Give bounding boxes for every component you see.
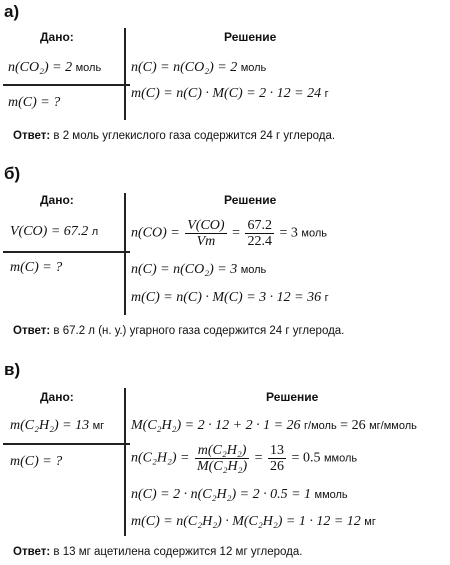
part-a-divider-tick	[124, 84, 130, 86]
part-b-solution-1-lhs: n(CO) =	[131, 225, 180, 241]
part-c-solution-2-fraction-1	[195, 443, 249, 474]
part-b-given-1-expr: V(CO) = 67.2	[10, 224, 89, 239]
part-c-solution-4	[131, 514, 376, 530]
part-c-solution-3-unit: ммоль	[314, 489, 348, 501]
part-a-solution-1-unit: моль	[240, 62, 267, 74]
part-c-find: m(C) = ?	[10, 454, 63, 469]
part-a-given-1-expr: n(CO₂) = 2	[8, 60, 73, 75]
part-c-answer	[13, 546, 302, 558]
part-c-divider-tick	[124, 443, 130, 445]
part-b-solution-1	[131, 218, 327, 249]
part-b-find: m(C) = ?	[10, 260, 63, 275]
part-c-answer-label: Ответ:	[13, 546, 51, 558]
part-b-given-1	[10, 224, 98, 240]
part-c-given-header: Дано:	[40, 390, 74, 404]
part-b-solution-1-unit: моль	[301, 227, 327, 240]
part-b-solution-header: Решение	[224, 193, 277, 207]
part-b-solution-2-unit: моль	[240, 264, 267, 276]
part-c-solution-4-expr: m(C) = n(C₂H₂) · M(C₂H₂) = 1 · 12 = 12	[131, 514, 361, 529]
part-a-answer-text: в 2 моль углекислого газа содержится 24 г углерода.	[53, 130, 336, 142]
part-c-solution-3	[131, 487, 348, 503]
part-a-vertical-divider	[124, 28, 126, 120]
part-c-fraction-2-denominator: 26	[270, 459, 285, 474]
part-a-answer	[13, 130, 335, 142]
part-c-solution-1-mid: = 26	[340, 418, 366, 433]
part-a-solution-1-expr: n(C) = n(CO₂) = 2	[131, 60, 238, 75]
part-b-solution-1-fraction-2	[245, 218, 274, 249]
part-b-fraction-2-numerator: 67.2	[247, 218, 272, 233]
part-a-find: m(C) = ?	[8, 95, 61, 110]
part-c-solution-3-expr: n(C) = 2 · n(C₂H₂) = 2 · 0.5 = 1	[131, 487, 312, 502]
part-b-solution-1-fraction-1	[185, 218, 226, 249]
part-b-given-1-unit: л	[91, 226, 99, 238]
part-a-solution-2-unit: г	[324, 88, 329, 100]
part-c-solution-1-expr: M(C₂H₂) = 2 · 12 + 2 · 1 = 26	[131, 418, 301, 433]
part-c-solution-1-unit-2: мг/ммоль	[369, 420, 417, 432]
part-a-label: а)	[4, 2, 20, 21]
part-c-solution-2	[131, 443, 357, 474]
part-c-label: в)	[4, 360, 21, 379]
part-c-solution-1	[131, 418, 417, 434]
part-b-divider-tick	[124, 251, 130, 253]
part-c-given-divider	[3, 443, 124, 445]
part-b-answer-label: Ответ:	[13, 325, 51, 337]
part-c-fraction-1-denominator: M(C₂H₂)	[196, 459, 248, 474]
part-b-given-divider	[3, 251, 124, 253]
part-b-vertical-divider	[124, 193, 126, 315]
part-a-solution-header: Решение	[224, 30, 277, 44]
part-a-solution-2-expr: m(C) = n(C) · M(C) = 2 · 12 = 24	[131, 86, 322, 101]
part-a-given-1-unit: моль	[75, 62, 102, 74]
part-c-solution-2-result: = 0.5	[291, 450, 321, 466]
part-b-solution-2	[131, 262, 266, 278]
part-b-fraction-1-numerator: V(CO)	[187, 218, 225, 233]
part-b-solution-1-equals: =	[232, 225, 240, 241]
part-c-solution-2-lhs: n(C₂H₂) =	[131, 450, 190, 466]
part-b-solution-3	[131, 290, 329, 306]
part-b-solution-1-result: = 3	[279, 225, 298, 241]
part-c-given-1-expr: m(C₂H₂) = 13	[10, 418, 90, 433]
part-a-answer-label: Ответ:	[13, 130, 51, 142]
part-b-solution-3-unit: г	[324, 292, 329, 304]
part-b-solution-2-expr: n(C) = n(CO₂) = 3	[131, 262, 238, 277]
part-c-given-1	[10, 418, 104, 434]
part-c-given-1-unit: мг	[92, 420, 105, 432]
part-a-given-divider	[3, 84, 124, 86]
part-c-vertical-divider	[124, 388, 126, 536]
part-b-solution-3-expr: m(C) = n(C) · M(C) = 3 · 12 = 36	[131, 290, 322, 305]
part-a-solution-2	[131, 86, 329, 102]
part-c-fraction-1-numerator: m(C₂H₂)	[195, 443, 249, 459]
part-a-given-1	[8, 60, 101, 76]
part-c-answer-text: в 13 мг ацетилена содержится 12 мг углерода.	[53, 546, 303, 558]
part-c-solution-1-unit-1: г/моль	[304, 420, 337, 432]
part-c-solution-2-fraction-2	[268, 443, 286, 474]
part-c-solution-4-unit: мг	[364, 516, 376, 528]
part-c-fraction-2-numerator: 13	[270, 443, 285, 458]
part-b-fraction-2-denominator: 22.4	[247, 234, 272, 249]
part-c-solution-2-equals: =	[254, 450, 263, 466]
part-c-solution-header: Решение	[266, 390, 319, 404]
part-c-solution-2-unit: ммоль	[323, 452, 358, 465]
part-b-answer-text: в 67.2 л (н. у.) угарного газа содержится 24 г углерода.	[53, 325, 345, 337]
part-a-given-header: Дано:	[40, 30, 74, 44]
part-b-label: б)	[4, 164, 21, 183]
part-a-solution-1	[131, 60, 266, 76]
part-b-fraction-1-denominator: Vm	[196, 234, 216, 249]
part-b-answer	[13, 325, 344, 337]
part-b-given-header: Дано:	[40, 193, 74, 207]
